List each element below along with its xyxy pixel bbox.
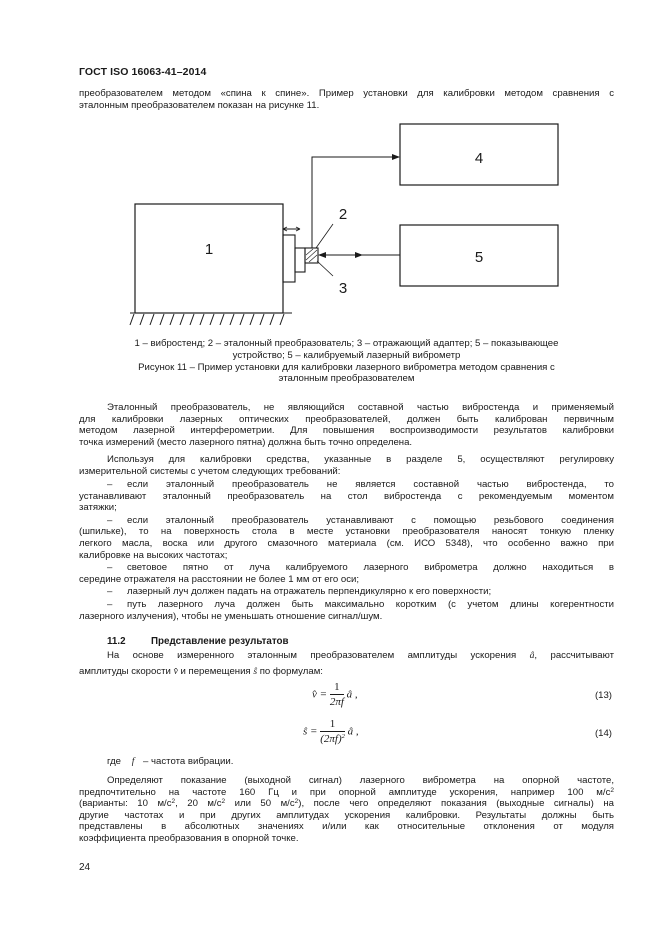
- formula-rhs: â ,: [347, 725, 359, 738]
- label-2: 2: [338, 206, 348, 223]
- label-3: 3: [338, 280, 348, 297]
- text-line: (шпильке), то на поверхность стола в месте установки преобразователя наносят тонкую пленку: [79, 526, 614, 538]
- label-1: 1: [204, 241, 214, 258]
- text-line: измерительной системы с учетом следующих требований:: [79, 465, 341, 477]
- ground-hatching: [130, 313, 292, 325]
- text-line: коэффициента преобразования в опорной точке.: [79, 832, 299, 844]
- text-line: амплитуды скорости v̂ и перемещения ŝ по формулам:: [79, 665, 323, 677]
- figure-caption-line: Рисунок 11 – Пример установки для калибровки лазерного виброметра методом сравнения с: [138, 361, 555, 373]
- text-line: (варианты: 10 $м/с^2$, 20 $м/с^2$ или 50 $м/с^2$), после чего определяют показания (выходные сигналы) на: [79, 798, 614, 810]
- bullet-dash: –: [107, 598, 113, 610]
- where-clause: где f – частота вибрации.: [107, 756, 234, 767]
- figure-caption-line: эталонным преобразователем: [278, 373, 415, 385]
- text-line: Определяют показание (выходной сигнал) лазерного виброметра на опорной частоте,: [107, 775, 614, 786]
- leader-line-3: [317, 261, 333, 276]
- document-header: ГОСТ ISO 16063-41–2014: [79, 66, 207, 78]
- text-line: На основе измеренного эталонным преобразователем амплитуды ускорения â, рассчитывают: [107, 650, 615, 661]
- page-number: 24: [79, 862, 91, 873]
- figure-legend: [79, 338, 614, 385]
- equation-number-13: (13): [594, 690, 612, 701]
- paragraph-requirements: [79, 454, 614, 477]
- reference-transducer: [295, 248, 305, 272]
- label-5: 5: [474, 249, 484, 266]
- list-item: – если эталонный преобразователь не является составной частью вибростенда, то: [107, 479, 614, 490]
- section-title: Представление результатов: [151, 636, 289, 647]
- text-line: другие частотах и при других амплитудах ускорения калибровки. Результаты должны быть: [79, 809, 614, 821]
- text-line: для калибровки лазерных оптических преобразователей, должен быть калиброван первичным: [79, 413, 614, 425]
- text-line: калибровке на высоких частотах;: [79, 549, 228, 561]
- text-line: эталонным преобразователем показан на рисунке 11.: [79, 99, 320, 111]
- section-number: 11.2: [107, 636, 126, 647]
- formula-rhs: â ,: [346, 688, 358, 701]
- text-line: затяжки;: [79, 502, 117, 514]
- bullet-dash: –: [107, 479, 113, 490]
- vibration-table: [283, 235, 295, 282]
- list-item: – световое пятно от луча калибруемого лазерного виброметра должно находиться в: [107, 562, 614, 574]
- paragraph-reading: [79, 775, 614, 845]
- paragraph-reference-transducer: [79, 402, 614, 448]
- text-line: представлены в абсолютных значениях и/или как относительные отклонения от модуля: [79, 821, 614, 833]
- text-line: лазерного излучения), чтобы не уменьшать отношение сигнал/шум.: [79, 610, 383, 622]
- bullet-dash: –: [107, 514, 113, 526]
- list-item: – если эталонный преобразователь устанавливают с помощью резьбового соединения: [107, 514, 614, 526]
- text-line: методом лазерной интерферометрии. Для повышения воспроизводимости результатов калибровки: [79, 425, 614, 437]
- symbol-s-hat: ŝ: [253, 665, 258, 677]
- list-item: – лазерный луч должен падать на отражатель перпендикулярно к его поверхности;: [107, 586, 492, 598]
- shaker-box: [135, 204, 283, 313]
- legend-line: устройство; 5 – калибруемый лазерный виброметр: [232, 349, 461, 361]
- formula-14: [303, 718, 359, 746]
- paragraph-formulas-intro: [79, 650, 614, 677]
- list-item: – путь лазерного луча должен быть максимально коротким (с учетом длины когерентности: [107, 598, 614, 610]
- text-line: преобразователем методом «спина к спине». Пример установки для калибровки методом сравнения с: [79, 88, 614, 99]
- symbol-v-hat: v̂: [173, 665, 178, 677]
- text-line: легкого масла, воска или другого смазочного материала (см. ИСО 5348), что особенно важно при: [79, 537, 614, 549]
- text-line: предпочтительно на частоте 160 Гц и при опорной амплитуде ускорения, например 100 $м/с^2$: [79, 786, 614, 798]
- section-heading: [107, 636, 289, 647]
- equation-number-14: (14): [594, 728, 612, 739]
- text-line: Используя для калибровки средства, указанные в разделе 5, осуществляют регулировку: [107, 454, 614, 465]
- figure-11-diagram: [120, 118, 560, 333]
- symbol-a-hat: â: [529, 650, 535, 661]
- formula-lhs: v̂ =: [312, 688, 328, 701]
- formula-lhs: ŝ =: [303, 725, 318, 738]
- symbol-f: f: [131, 756, 135, 767]
- fraction: $\frac{1}{(2\pi f)^2}$: [320, 718, 345, 745]
- text-line: Эталонный преобразователь, не являющийся составной частью вибростенда и применяемый: [107, 402, 614, 413]
- label-4: 4: [474, 150, 484, 167]
- intro-paragraph: [79, 88, 614, 111]
- legend-line: 1 – вибростенд; 2 – эталонный преобразователь; 3 – отражающий адаптер; 5 – показывающее: [134, 338, 559, 349]
- text-line: устанавливают эталонный преобразователь на стол вибростенда с рекомендуемым моментом: [79, 490, 614, 502]
- adapter-hatch: [306, 249, 317, 262]
- motion-arrow: [283, 227, 300, 231]
- text-line: точка измерений (место лазерного пятна) должна быть точно определена.: [79, 436, 413, 448]
- bullet-dash: –: [107, 562, 113, 574]
- leader-line-2: [316, 224, 333, 248]
- signal-cable: [312, 157, 399, 248]
- requirements-list: [79, 479, 614, 622]
- text-line: середине отражателя на расстоянии не более 1 мм от его оси;: [79, 573, 360, 585]
- formula-13: [312, 681, 358, 709]
- bullet-dash: –: [107, 586, 113, 598]
- fraction: $\frac{1}{2\pi f}$: [329, 681, 344, 708]
